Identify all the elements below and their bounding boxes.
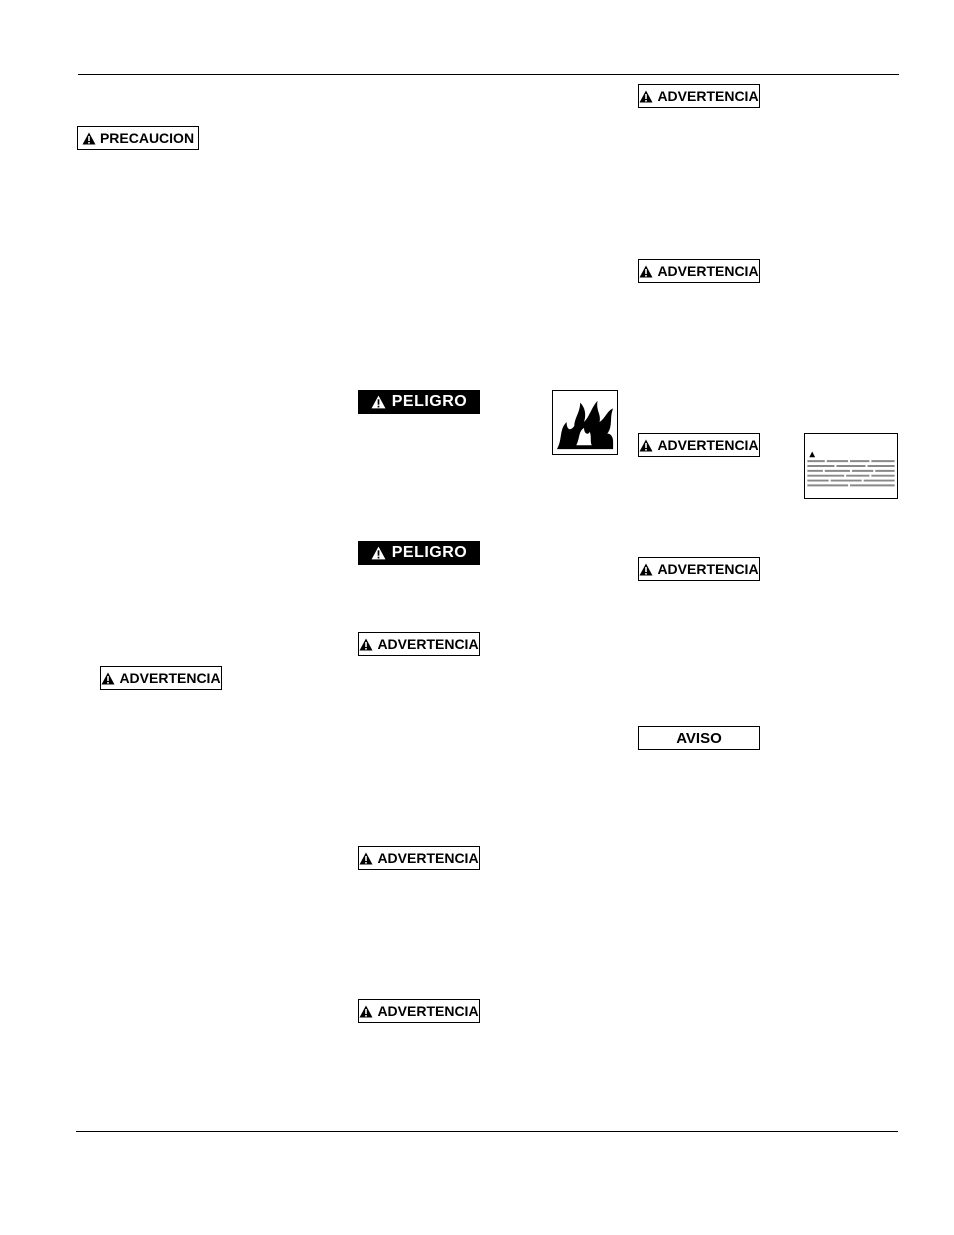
badge-label: ADVERTENCIA bbox=[657, 88, 759, 104]
advertencia-badge bbox=[100, 666, 222, 690]
warning-triangle-icon bbox=[82, 132, 96, 145]
badge-label: PELIGRO bbox=[391, 393, 468, 410]
advertencia-badge bbox=[638, 433, 760, 457]
aviso-badge bbox=[638, 726, 760, 750]
advertencia-badge bbox=[638, 259, 760, 283]
warning-triangle-icon bbox=[359, 638, 373, 651]
badge-label: ADVERTENCIA bbox=[377, 636, 479, 652]
badge-label: AVISO bbox=[676, 729, 722, 747]
badge-label: ADVERTENCIA bbox=[657, 263, 759, 279]
warning-triangle-icon bbox=[371, 546, 386, 560]
badge-label: ADVERTENCIA bbox=[377, 850, 479, 866]
header-rule bbox=[78, 74, 899, 75]
fire-hazard-icon bbox=[552, 390, 618, 455]
advertencia-badge bbox=[358, 632, 480, 656]
badge-label: ADVERTENCIA bbox=[657, 437, 759, 453]
warning-triangle-icon bbox=[101, 672, 115, 685]
peligro-badge bbox=[358, 390, 480, 414]
advertencia-badge bbox=[638, 557, 760, 581]
badge-label: PELIGRO bbox=[391, 544, 468, 561]
precaucion-badge bbox=[77, 126, 199, 150]
badge-label: PRECAUCION bbox=[99, 130, 195, 146]
warning-triangle-icon bbox=[371, 395, 386, 409]
warning-label-icon bbox=[804, 433, 898, 499]
peligro-badge bbox=[358, 541, 480, 565]
advertencia-badge bbox=[358, 999, 480, 1023]
advertencia-badge bbox=[638, 84, 760, 108]
warning-triangle-icon bbox=[359, 852, 373, 865]
warning-triangle-icon bbox=[639, 90, 653, 103]
badge-label: ADVERTENCIA bbox=[119, 670, 221, 686]
badge-label: ADVERTENCIA bbox=[657, 561, 759, 577]
warning-triangle-icon bbox=[639, 563, 653, 576]
warning-triangle-icon bbox=[639, 439, 653, 452]
warning-triangle-icon bbox=[359, 1005, 373, 1018]
advertencia-badge bbox=[358, 846, 480, 870]
warning-triangle-icon bbox=[639, 265, 653, 278]
badge-label: ADVERTENCIA bbox=[377, 1003, 479, 1019]
footer-rule bbox=[76, 1131, 898, 1132]
